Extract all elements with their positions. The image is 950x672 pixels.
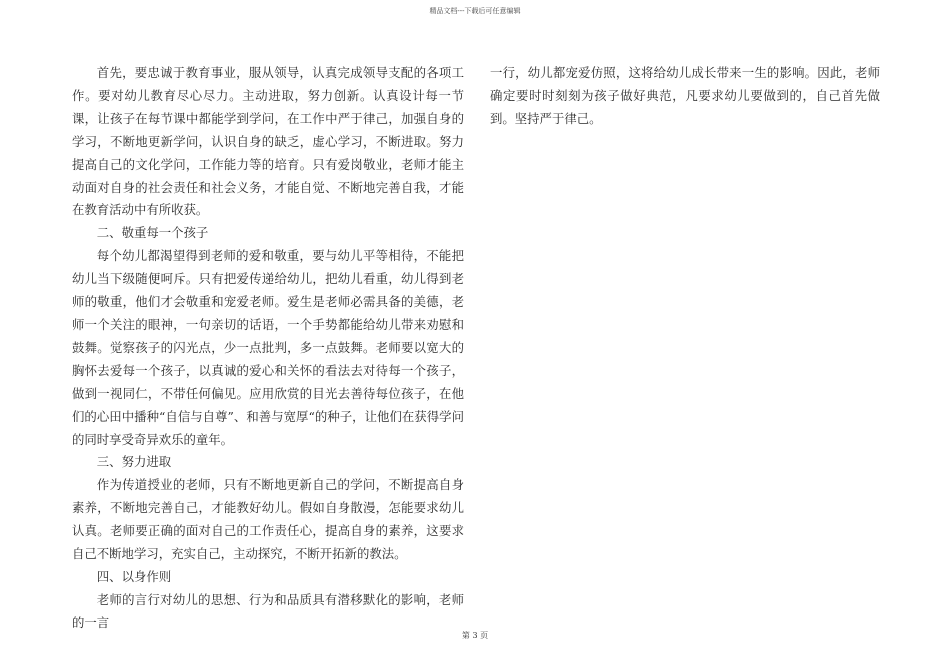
paragraph-example-start: 老师的言行对幼儿的思想、行为和品质具有潜移默化的影响，老师的一言: [72, 591, 464, 630]
paragraph-effort: 作为传道授业的老师，只有不断地更新自己的学问，不断提高自身素养，不断地完善自己，才能教好幼儿。假如自身散漫，怎能要求幼儿认真。老师要正确的面对自己的工作责任心，提高自身的素养，这要求自己不断地学习，充实自己，主动探究，不断开拓新的教法。: [72, 477, 464, 562]
left-column: [72, 62, 464, 635]
paragraph-respect: 每个幼儿都渴望得到老师的爱和敬重，要与幼儿平等相待，不能把幼儿当下级随便呵斥。只有把爱传递给幼儿，把幼儿看重，幼儿得到老师的敬重，他们才会敬重和宠爱老师。爱生是老师必需具备的美德，老师一个关注的眼神，一句亲切的话语，一个手势都能给幼儿带来劝慰和鼓舞。觉察孩子的闪光点，少一点批判，多一点鼓舞。老师要以宽大的胸怀去爱每一个孩子，以真诚的爱心和关怀的看法去对待每一个孩子，做到一视同仁，不带任何偏见。应用欣赏的目光去善待每位孩子，在他们的心田中播种“自信与自尊”、和善与宽厚“的种子，让他们在获得学问的同时享受奇异欢乐的童年。: [72, 248, 464, 447]
section-heading-respect: 二、敬重每一个孩子: [96, 225, 209, 241]
section-heading-effort: 三、努力进取: [96, 454, 172, 470]
section-heading-example: 四、以身作则: [96, 568, 172, 584]
page-header: 精品文档---下载后可任意编辑: [429, 7, 521, 15]
paragraph-dedication: 首先，要忠诚于教育事业，服从领导，认真完成领导支配的各项工作。要对幼儿教育尽心尽力。主动进取，努力创新。认真设计每一节课，让孩子在每节课中都能学到学问，在工作中严于律己，加强自身的学习，不断地更新学问，认识自身的缺乏，虚心学习，不断进取。努力提高自己的文化学问，工作能力等的培育。只有爱岗敬业，老师才能主动面对自身的社会责任和社会义务，才能自觉、不断地完善自我，才能在教育活动中有所收获。: [72, 65, 464, 218]
paragraph-example-continued: 一行，幼儿都宠爱仿照，这将给幼儿成长带来一生的影响。因此，老师确定要时时刻刻为孩子做好典范，凡要求幼儿要做到的，自己首先做到。坚持严于律己。: [490, 65, 880, 126]
page-number: 第 3 页: [461, 631, 489, 640]
right-column: [490, 62, 880, 131]
